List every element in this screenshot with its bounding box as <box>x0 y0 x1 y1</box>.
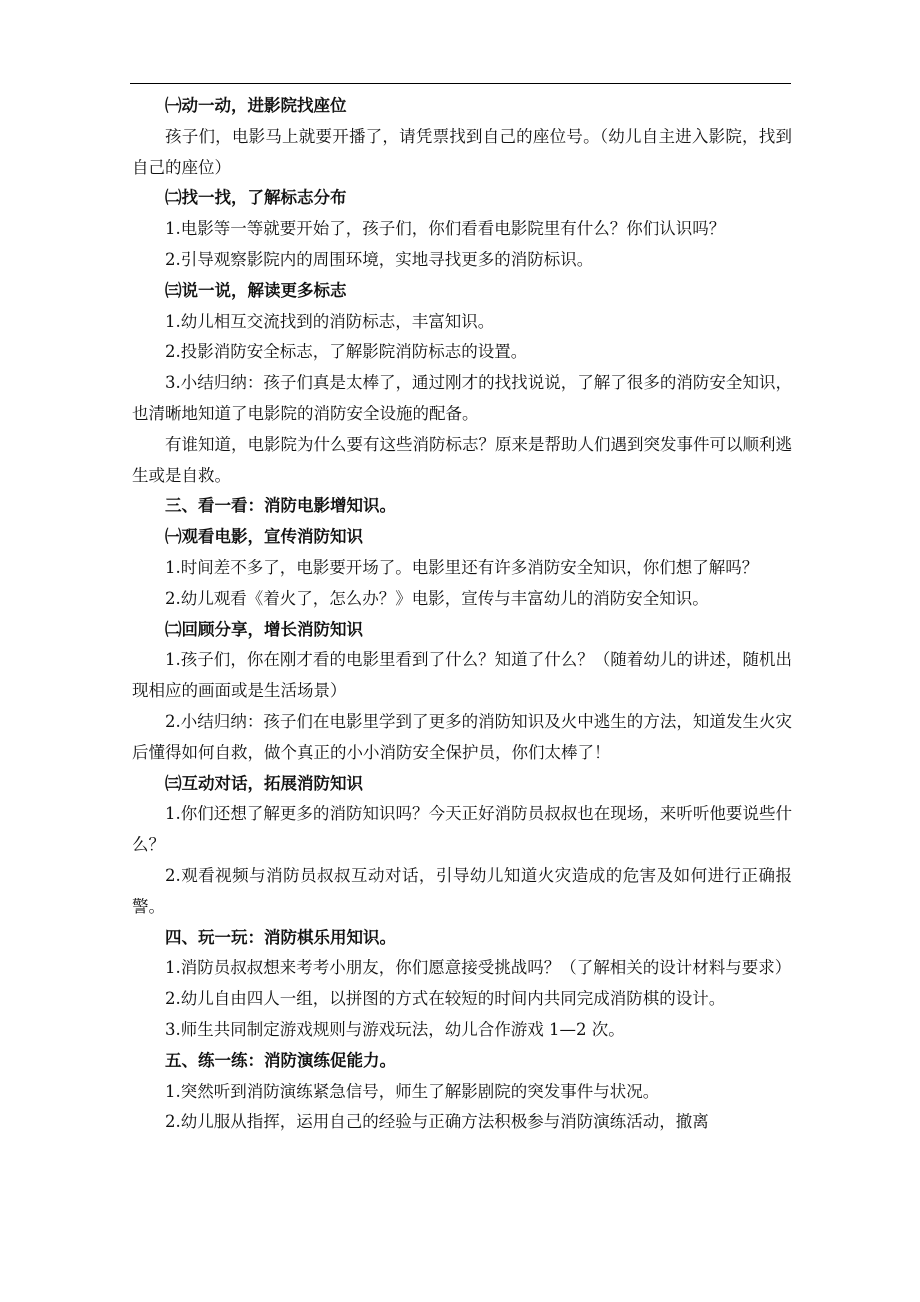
section-heading: ㈡找一找，了解标志分布 <box>165 188 347 208</box>
section-heading: ㈠观看电影，宣传消防知识 <box>165 527 363 547</box>
body-paragraph: 1.幼儿相互交流找到的消防标志，丰富知识。 <box>165 311 495 331</box>
body-paragraph: 3.小结归纳：孩子们真是太棒了，通过刚才的找找说说，了解了很多的消防安全知识，也清晰地知道了电影院的消防安全设施的配备。 <box>132 373 792 423</box>
section-heading: 四、玩一玩：消防棋乐用知识。 <box>165 927 396 947</box>
section-heading: ㈡回顾分享，增长消防知识 <box>165 619 363 639</box>
body-paragraph: 1.时间差不多了，电影要开场了。电影里还有许多消防安全知识，你们想了解吗？ <box>165 557 759 577</box>
body-paragraph: 2.幼儿服从指挥，运用自己的经验与正确方法积极参与消防演练活动，撤离 <box>165 1112 709 1132</box>
body-paragraph: 2.引导观察影院内的周围环境，实地寻找更多的消防标识。 <box>165 249 594 269</box>
section-heading: 五、练一练：消防演练促能力。 <box>165 1050 396 1070</box>
body-paragraph: 1.电影等一等就要开始了，孩子们，你们看看电影院里有什么？你们认识吗？ <box>165 219 726 239</box>
body-paragraph: 孩子们，电影马上就要开播了，请凭票找到自己的座位号。（幼儿自主进入影院，找到自己的座位） <box>132 126 792 177</box>
body-paragraph: 1.消防员叔叔想来考考小朋友，你们愿意接受挑战吗？（了解相关的设计材料与要求） <box>165 958 792 978</box>
section-heading: ㈢说一说，解读更多标志 <box>165 280 347 300</box>
body-paragraph: 1.孩子们，你在刚才看的电影里看到了什么？知道了什么？（随着幼儿的讲述，随机出现相应的画面或是生活场景） <box>132 650 792 701</box>
body-paragraph: 2.小结归纳：孩子们在电影里学到了更多的消防知识及火中逃生的方法，知道发生火灾后懂得如何自救，做个真正的小小消防安全保护员，你们太棒了！ <box>132 711 792 762</box>
body-paragraph: 有谁知道，电影院为什么要有这些消防标志？原来是帮助人们遇到突发事件可以顺利逃生或是自救。 <box>132 434 792 485</box>
header-rule <box>130 83 791 84</box>
body-paragraph: 3.师生共同制定游戏规则与游戏玩法，幼儿合作游戏 1—2 次。 <box>165 1019 625 1039</box>
section-heading: 三、看一看：消防电影增知识。 <box>165 496 396 516</box>
body-paragraph: 2.幼儿观看《着火了，怎么办？》电影，宣传与丰富幼儿的消防安全知识。 <box>165 588 709 608</box>
document-body <box>132 91 792 1138</box>
section-heading: ㈠动一动，进影院找座位 <box>165 96 347 115</box>
body-paragraph: 2.幼儿自由四人一组，以拼图的方式在较短的时间内共同完成消防棋的设计。 <box>165 989 726 1009</box>
section-heading: ㈢互动对话，拓展消防知识 <box>165 773 363 793</box>
body-paragraph: 1.你们还想了解更多的消防知识吗？今天正好消防员叔叔也在现场，来听听他要说些什么？ <box>132 804 792 855</box>
body-paragraph: 1.突然听到消防演练紧急信号，师生了解影剧院的突发事件与状况。 <box>165 1081 660 1101</box>
body-paragraph: 2.投影消防安全标志，了解影院消防标志的设置。 <box>165 342 528 362</box>
body-paragraph: 2.观看视频与消防员叔叔互动对话，引导幼儿知道火灾造成的危害及如何进行正确报警。 <box>132 865 792 916</box>
